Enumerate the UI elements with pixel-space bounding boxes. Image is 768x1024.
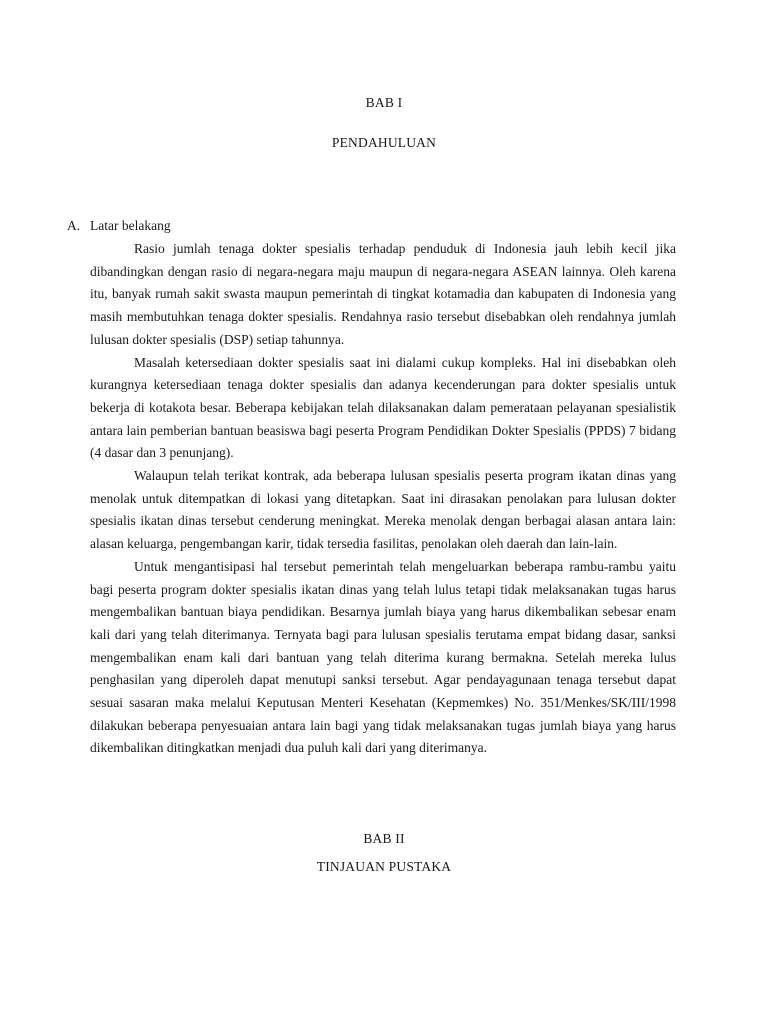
chapter-2-title: TINJAUAN PUSTAKA xyxy=(316,859,452,874)
section-a-title: Latar belakang xyxy=(90,218,171,233)
paragraph-4: Untuk mengantisipasi hal tersebut pemerintah telah mengeluarkan beberapa rambu-rambu yaitu bagi peserta program dokter spesialis ikatan dinas yang telah lulus tetapi tidak melaksanakan tugas harus mengembalikan bantuan biaya pendidikan. Besarnya jumlah biaya yang harus dikembalikan sebesar enam kali dari yang telah diterimanya. Ternyata bagi para lulusan spesialis terutama empat bidang dasar, sanksi mengembalikan enam kali dari bantuan yang telah diterima kurang bermakna. Setelah mereka lulus penghasilan yang diperoleh dapat menutupi sanksi tersebut. Agar pendayagunaan tenaga tersebut dapat sesuai sasaran maka melalui Keputusan Menteri Kesehatan (Kepmemkes) No. 351/Menkes/SK/III/1998 dilakukan beberapa penyesuaian antara lain bagi yang tidak melaksanakan tugas jumlah biaya yang harus dikembalikan ditingkatkan menjadi dua puluh kali dari yang diterimanya. xyxy=(90,558,676,756)
section-a-heading xyxy=(67,218,171,234)
section-a-marker: A. xyxy=(67,218,81,233)
section-a-body xyxy=(90,238,676,760)
paragraph-2: Masalah ketersediaan dokter spesialis saat ini dialami cukup kompleks. Hal ini disebabkan oleh kurangnya ketersediaan tenaga dokter spesialis dan adanya kecenderungan para dokter spesialis untuk bekerja di kotakota besar. Beberapa kebijakan telah dilaksanakan dalam pemerataan pelayanan spesialistik antara lain pemberian bantuan beasiswa bagi peserta Program Pendidikan Dokter Spesialis (PPDS) 7 bidang (4 dasar dan 3 penunjang). xyxy=(90,354,676,461)
paragraph-3: Walaupun telah terikat kontrak, ada beberapa lulusan spesialis peserta program ikatan dinas yang menolak untuk ditempatkan di lokasi yang ditetapkan. Saat ini dirasakan penolakan para lulusan dokter spesialis ikatan dinas tersebut cenderung meningkat. Mereka menolak dengan berbagai alasan antara lain: alasan keluarga, pengembangan karir, tidak tersedia fasilitas, penolakan oleh daerah dan lain-lain. xyxy=(90,468,676,552)
chapter-1-number: BAB I xyxy=(365,95,403,110)
paragraph-1: Rasio jumlah tenaga dokter spesialis terhadap penduduk di Indonesia jauh lebih kecil jika dibandingkan dengan rasio di negara-negara maju maupun di negara-negara ASEAN lainnya. Oleh karena itu, banyak rumah sakit swasta maupun pemerintah di tingkat kotamadia dan kabupaten di Indonesia yang masih membutuhkan tenaga dokter spesialis. Rendahnya rasio tersebut disebabkan oleh rendahnya jumlah lulusan dokter spesialis (DSP) setiap tahunnya. xyxy=(90,241,676,347)
chapter-1-title: PENDAHULUAN xyxy=(331,135,437,150)
chapter-2-number: BAB II xyxy=(363,831,405,846)
